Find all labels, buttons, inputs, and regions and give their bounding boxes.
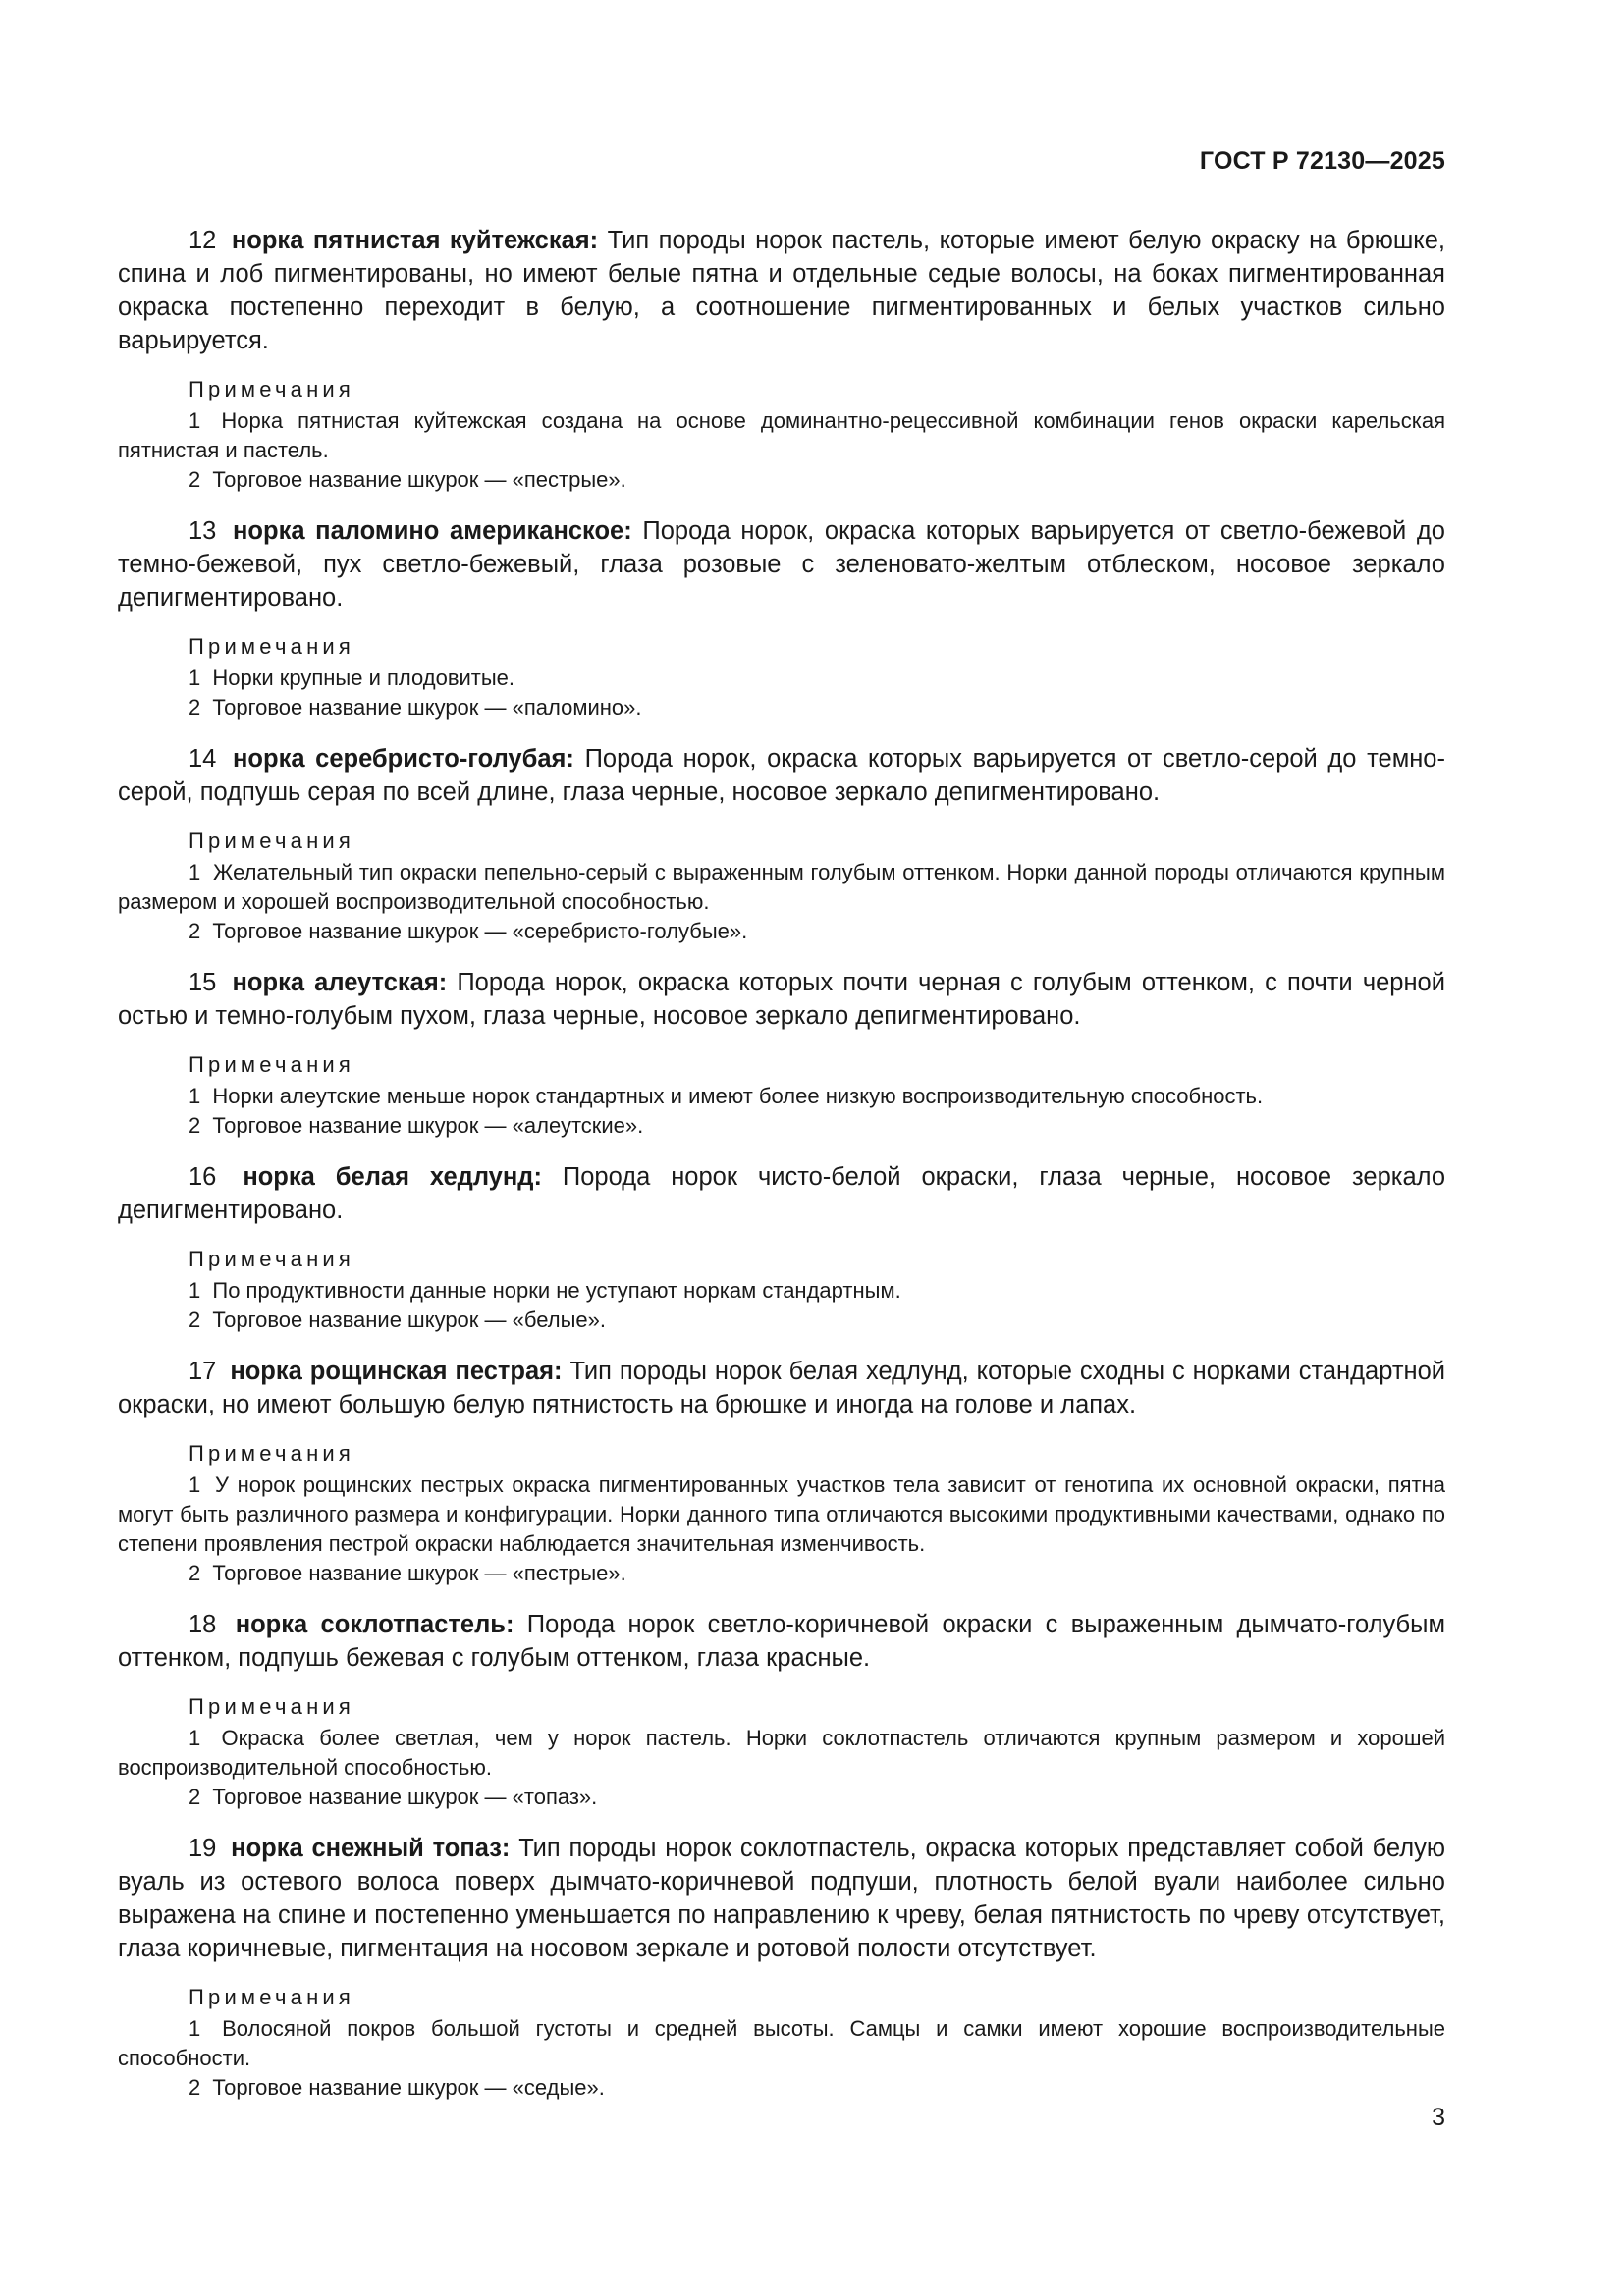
- notes-title: Примечания: [189, 1247, 355, 1271]
- term-name: норка паломино американское:: [233, 517, 632, 545]
- note-number: 2: [189, 1308, 201, 1332]
- note-item: [118, 1783, 1445, 1812]
- term-definition: Порода норок, окраска которых варьируется от светло-бежевой до темно-бежевой, пух светло-бежевый, глаза розовые с зеленовато-желтым отблеском, носовое зеркало депигментировано.: [118, 517, 1445, 612]
- note-text: Волосяной покров большой густоты и средней высоты. Самцы и самки имеют хорошие воспроизводительные способности.: [118, 2016, 1445, 2070]
- term-number: 12: [189, 227, 217, 254]
- note-number: 1: [189, 860, 201, 884]
- notes-block: [118, 1439, 1445, 1588]
- term-number: 17: [189, 1358, 217, 1385]
- term-definition: Тип породы норок соклотпастель, окраска которых представляет собой белую вуаль из остевого волоса поверх дымчато-коричневой подпуши, плотность белой вуали наиболее сильно выражена на спине и постепенно уменьшается по направлению к чреву, белая пятнистость по чреву отсутствует, глаза коричневые, пигментация на носовом зеркале и ротовой полости отсутствует.: [118, 1835, 1446, 1962]
- note-text: По продуктивности данные норки не уступают норкам стандартным.: [212, 1278, 901, 1303]
- note-text: Торговое название шкурок — «алеутские».: [212, 1113, 644, 1138]
- note-text: Норки крупные и плодовитые.: [212, 666, 515, 690]
- term-entry-16: [118, 1160, 1445, 1335]
- term-entry-15: [118, 966, 1445, 1141]
- note-number: 2: [189, 1113, 201, 1138]
- term-definition: Порода норок светло-коричневой окраски с выраженным дымчато-голубым оттенком, подпушь бежевая с голубым оттенком, глаза красные.: [118, 1611, 1445, 1672]
- term-paragraph: [118, 224, 1445, 357]
- term-entry-19: [118, 1832, 1445, 2103]
- note-text: У норок рощинских пестрых окраска пигментированных участков тела зависит от генотипа их основной окраски, пятна могут быть различного размера и конфигурации. Норки данного типа отличаются высокими продуктивными качествами, однако по степени проявления пестрой окраски наблюдается значительная изменчивость.: [118, 1472, 1445, 1556]
- term-paragraph: [118, 1355, 1445, 1421]
- note-item: [118, 465, 1445, 495]
- term-name: норка серебристо-голубая:: [233, 745, 574, 773]
- terms-list: [118, 224, 1445, 2122]
- term-definition: Тип породы норок белая хедлунд, которые сходны с норками стандартной окраски, но имеют большую белую пятнистость на брюшке и иногда на голове и лапах.: [118, 1358, 1446, 1418]
- term-number: 15: [189, 969, 217, 996]
- term-number: 16: [189, 1163, 217, 1191]
- note-number: 1: [189, 1084, 201, 1108]
- note-number: 2: [189, 919, 201, 943]
- note-item: [118, 1276, 1445, 1306]
- term-name: норка снежный топаз:: [231, 1835, 511, 1862]
- note-item: [118, 1724, 1445, 1783]
- term-paragraph: [118, 1160, 1445, 1227]
- note-number: 1: [189, 1472, 201, 1497]
- notes-title: Примечания: [189, 1694, 355, 1719]
- note-text: Норка пятнистая куйтежская создана на основе доминантно-рецессивной комбинации генов окраски карельская пятнистая и пастель.: [118, 408, 1445, 462]
- note-text: Окраска более светлая, чем у норок пастель. Норки соклотпастель отличаются крупным размером и хорошей воспроизводительной способностью.: [118, 1726, 1445, 1780]
- notes-block: [118, 1050, 1445, 1141]
- note-text: Торговое название шкурок — «белые».: [212, 1308, 606, 1332]
- term-number: 13: [189, 517, 217, 545]
- notes-title: Примечания: [189, 377, 355, 401]
- note-number: 1: [189, 666, 201, 690]
- note-number: 1: [189, 408, 201, 433]
- page-number: 3: [1432, 2104, 1445, 2131]
- notes-title: Примечания: [189, 1441, 355, 1466]
- note-item: [118, 1111, 1445, 1141]
- term-paragraph: [118, 514, 1445, 614]
- note-number: 2: [189, 695, 201, 720]
- note-item: [118, 917, 1445, 946]
- term-paragraph: [118, 742, 1445, 809]
- term-number: 18: [189, 1611, 217, 1638]
- note-item: [118, 1082, 1445, 1111]
- note-item: [118, 858, 1445, 917]
- notes-block: [118, 375, 1445, 495]
- term-name: норка рощинская пестрая:: [230, 1358, 563, 1385]
- note-number: 2: [189, 2075, 201, 2100]
- note-text: Торговое название шкурок — «седые».: [212, 2075, 605, 2100]
- term-paragraph: [118, 1608, 1445, 1675]
- term-entry-13: [118, 514, 1445, 722]
- note-item: [118, 406, 1445, 465]
- notes-block: [118, 827, 1445, 946]
- note-text: Торговое название шкурок — «серебристо-голубые».: [212, 919, 748, 943]
- note-text: Торговое название шкурок — «топаз».: [212, 1785, 598, 1809]
- term-definition: Тип породы норок пастель, которые имеют белую окраску на брюшке, спина и лоб пигментированы, но имеют белые пятна и отдельные седые волосы, на боках пигментированная окраска постепенно переходит в белую, а соотношение пигментированных и белых участков сильно варьируется.: [118, 227, 1445, 354]
- term-entry-12: [118, 224, 1445, 495]
- note-text: Норки алеутские меньше норок стандартных и имеют более низкую воспроизводительную способность.: [212, 1084, 1264, 1108]
- notes-title: Примечания: [189, 634, 355, 659]
- term-name: норка пятнистая куйтежская:: [231, 227, 599, 254]
- term-paragraph: [118, 1832, 1445, 1965]
- note-number: 1: [189, 1726, 201, 1750]
- term-entry-14: [118, 742, 1445, 946]
- note-item: [118, 1470, 1445, 1559]
- note-item: [118, 2014, 1445, 2073]
- notes-block: [118, 1983, 1445, 2103]
- note-number: 1: [189, 1278, 201, 1303]
- document-code: ГОСТ Р 72130—2025: [1199, 147, 1445, 175]
- note-item: [118, 1306, 1445, 1335]
- note-item: [118, 664, 1445, 693]
- note-number: 1: [189, 2016, 201, 2041]
- note-text: Торговое название шкурок — «пестрые».: [212, 1561, 626, 1585]
- term-definition: Порода норок чисто-белой окраски, глаза черные, носовое зеркало депигментировано.: [118, 1163, 1446, 1224]
- note-item: [118, 1559, 1445, 1588]
- term-entry-17: [118, 1355, 1445, 1588]
- term-name: норка алеутская:: [232, 969, 448, 996]
- term-name: норка белая хедлунд:: [243, 1163, 542, 1191]
- note-number: 2: [189, 467, 201, 492]
- notes-block: [118, 632, 1445, 722]
- term-number: 19: [189, 1835, 217, 1862]
- note-item: [118, 693, 1445, 722]
- notes-title: Примечания: [189, 1985, 355, 2009]
- notes-block: [118, 1692, 1445, 1812]
- term-paragraph: [118, 966, 1445, 1033]
- notes-title: Примечания: [189, 828, 355, 853]
- note-text: Торговое название шкурок — «паломино».: [212, 695, 642, 720]
- note-number: 2: [189, 1561, 201, 1585]
- notes-block: [118, 1245, 1445, 1335]
- note-item: [118, 2073, 1445, 2103]
- note-number: 2: [189, 1785, 201, 1809]
- note-text: Желательный тип окраски пепельно-серый с выраженным голубым оттенком. Норки данной породы отличаются крупным размером и хорошей воспроизводительной способностью.: [118, 860, 1445, 914]
- term-name: норка соклотпастель:: [235, 1611, 514, 1638]
- notes-title: Примечания: [189, 1052, 355, 1077]
- note-text: Торговое название шкурок — «пестрые».: [212, 467, 626, 492]
- term-definition: Порода норок, окраска которых почти черная с голубым оттенком, с почти черной остью и темно-голубым пухом, глаза черные, носовое зеркало депигментировано.: [118, 969, 1445, 1030]
- term-entry-18: [118, 1608, 1445, 1812]
- term-number: 14: [189, 745, 217, 773]
- term-definition: Порода норок, окраска которых варьируется от светло-серой до темно-серой, подпушь серая по всей длине, глаза черные, носовое зеркало депигментировано.: [118, 745, 1445, 806]
